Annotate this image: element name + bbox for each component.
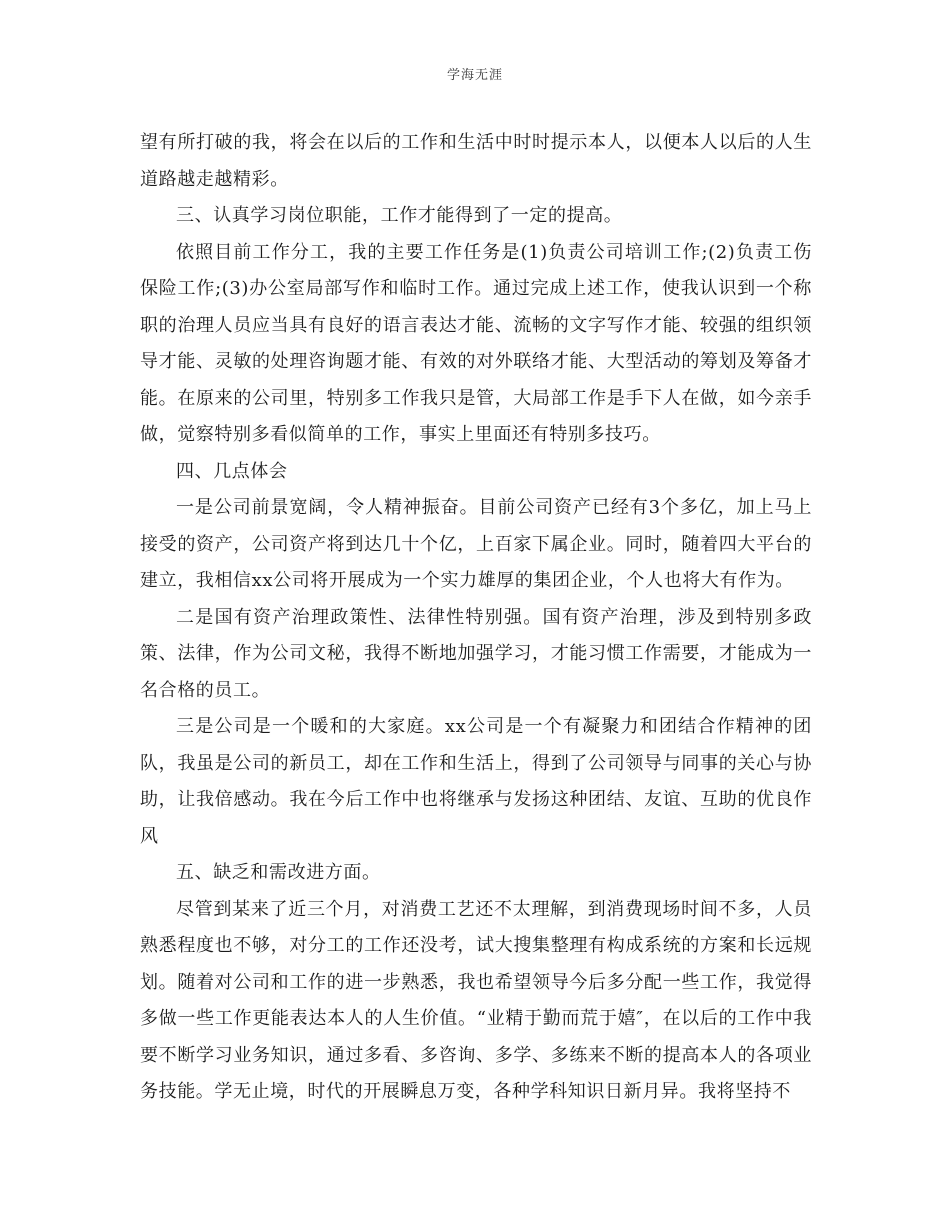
paragraph-point-1: 一是公司前景宽阔，令人精神振奋。目前公司资产已经有3个多亿，加上马上接受的资产，公司资产将到达几十个亿，上百家下属企业。同时，随着四大平台的建立，我相信xx公司将开展成为一个实力雄厚的集团企业，个人也将大有作为。 xyxy=(140,497,812,591)
section-heading-5: 五、缺乏和需改进方面。 xyxy=(176,862,381,883)
paragraph-continuation: 望有所打破的我，将会在以后的工作和生活中时时提示本人，以便本人以后的人生道路越走越精彩。 xyxy=(140,132,812,190)
document-body xyxy=(140,125,812,1111)
paragraph-point-2: 二是国有资产治理政策性、法律性特别强。国有资产治理，涉及到特别多政策、法律，作为公司文秘，我得不断地加强学习，才能习惯工作需要，才能成为一名合格的员工。 xyxy=(140,606,812,701)
page-header: 学海无涯 xyxy=(446,68,503,83)
section-heading-4: 四、几点体会 xyxy=(176,460,288,482)
section-heading-3: 三、认真学习岗位职能，工作才能得到了一定的提高。 xyxy=(176,205,623,226)
paragraph-point-3: 三是公司是一个暖和的大家庭。xx公司是一个有凝聚力和团结合作精神的团队，我虽是公司的新员工，却在工作和生活上，得到了公司领导与同事的关心与协助，让我倍感动。我在今后工作中也将继承与发扬这种团结、友谊、互助的优良作风 xyxy=(140,716,812,847)
paragraph-work-duties: 依照目前工作分工，我的主要工作任务是(1)负责公司培训工作;(2)负责工伤保险工作;(3)办公室局部写作和临时工作。通过完成上述工作，使我认识到一个称职的治理人员应当具有良好的语言表达才能、流畅的文字写作才能、较强的组织领导才能、灵敏的处理咨询题才能、有效的对外联络才能、大型活动的筹划及筹备才能。在原来的公司里，特别多工作我只是管，大局部工作是手下人在做，如今亲手做，觉察特别多看似简单的工作，事实上里面还有特别多技巧。 xyxy=(140,241,812,445)
paragraph-improvement: 尽管到某来了近三个月，对消费工艺还不太理解，到消费现场时间不多，人员熟悉程度也不够，对分工的工作还没考，试大搜集整理有构成系统的方案和长远规划。随着对公司和工作的进一步熟悉，我也希望领导今后多分配一些工作，我觉得多做一些工作更能表达本人的人生价值。“业精于勤而荒于嬉″，在以后的工作中我要不断学习业务知识，通过多看、多咨询、多学、多练来不断的提高本人的各项业务技能。学无止境，时代的开展瞬息万变，各种学科知识日新月异。我将坚持不 xyxy=(140,898,812,1102)
